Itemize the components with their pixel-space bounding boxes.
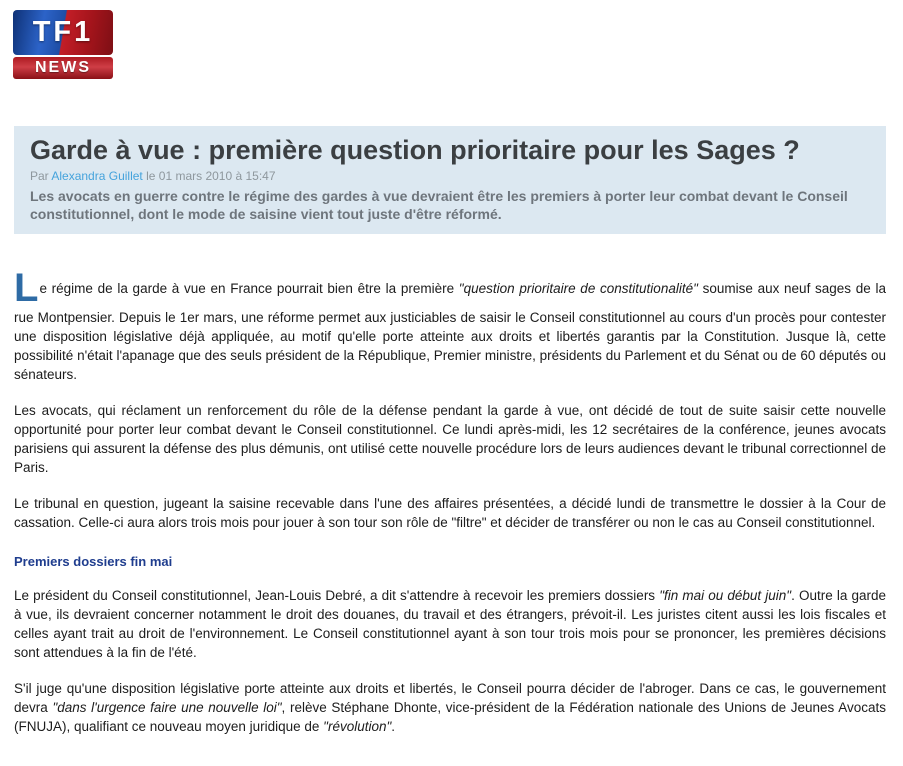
article-paragraph: Les avocats, qui réclament un renforcement du rôle de la défense pendant la garde à vue, ont décidé de tout de suite saisir cette nouvelle opportunité pour porter leur combat devant le Conseil constitutionnel. Ce lundi après-midi, les 12 secrétaires de la conférence, jeunes avocats parisiens qui assurent la défense des plus démunis, ont utilisé cette nouvelle procédure lors de leurs audiences devant le tribunal correctionnel de Paris. <box>14 402 886 475</box>
tf1-news-logo[interactable] <box>13 10 113 79</box>
article-paragraph: S'il juge qu'une disposition législative porte atteinte aux droits et libertés, le Conseil pourra décider de l'abroger. Dans ce cas, le gouvernement devra "dans l'urgence faire une nouvelle loi", relève Stéphane Dhonte, vice-président de la Fédération nationale des Unions de Jeunes Avocats (FNUJA), qualifiant ce nouveau moyen juridique de "révolution". <box>14 680 886 734</box>
page-title: Garde à vue : première question prioritaire pour les Sages ? <box>30 135 800 165</box>
news-logo-text: NEWS <box>35 59 91 76</box>
section-subheading: Premiers dossiers fin mai <box>14 553 173 569</box>
news-logo-banner <box>13 57 113 79</box>
article-paragraph: Le régime de la garde à vue en France pourrait bien être la première "question prioritaire de constitutionalité" soumise aux neuf sages de la rue Montpensier. Depuis le 1er mars, une réforme permet aux justiciables de saisir le Conseil constitutionnel au cours d'un procès pour contester une disposition législative déjà appliquée, au motif qu'elle porte atteinte aux droits et libertés garantis par la Constitution. Jusque là, cette possibilité n'était l'apanage que des seuls président de la République, Premier ministre, présidents du Parlement et du Sénat ou de 60 députés ou sénateurs. <box>14 265 886 382</box>
author-link[interactable]: Alexandra Guillet <box>51 168 143 183</box>
article-header <box>14 126 886 234</box>
article-paragraph: Le président du Conseil constitutionnel, Jean-Louis Debré, a dit s'attendre à recevoir les premiers dossiers "fin mai ou début juin". Outre la garde à vue, ils devraient concerner notamment le droit des douanes, du travail et des étrangers, prévoit-il. Les juristes citent aussi les lois fiscales et celles ayant trait au droit de l'environnement. Le Conseil constitutionnel ayant à son tour trois mois pour se prononcer, les premières décisions sont attendues à la fin de l'été. <box>14 587 886 660</box>
byline <box>30 169 870 183</box>
tf1-logo-mark <box>13 10 113 55</box>
quoted-italic-text: "dans l'urgence faire une nouvelle loi" <box>52 699 282 715</box>
article-paragraph: Le tribunal en question, jugeant la saisine recevable dans l'une des affaires présentées, a décidé lundi de transmettre le dossier à la Cour de cassation. Celle-ci aura alors trois mois pour jouer à son tour son rôle de "filtre" et décider de transférer ou non le cas au Conseil constitutionnel. <box>14 495 886 530</box>
article-lead: Les avocats en guerre contre le régime des gardes à vue devraient être les premiers à porter leur combat devant le Conseil constitutionnel, dont le mode de saisine vient tout juste d'être réformé. <box>30 187 848 222</box>
quoted-italic-text: "révolution" <box>323 718 392 734</box>
tf1-logo-text: TF1 <box>32 16 94 48</box>
quoted-italic-text: "fin mai ou début juin" <box>659 587 792 603</box>
byline-prefix: Par <box>30 168 49 183</box>
quoted-italic-text: "question prioritaire de constitutionalité" <box>458 280 698 296</box>
dropcap-initial: L <box>14 265 39 310</box>
byline-date: le 01 mars 2010 à 15:47 <box>146 168 276 183</box>
article-body <box>14 265 886 736</box>
